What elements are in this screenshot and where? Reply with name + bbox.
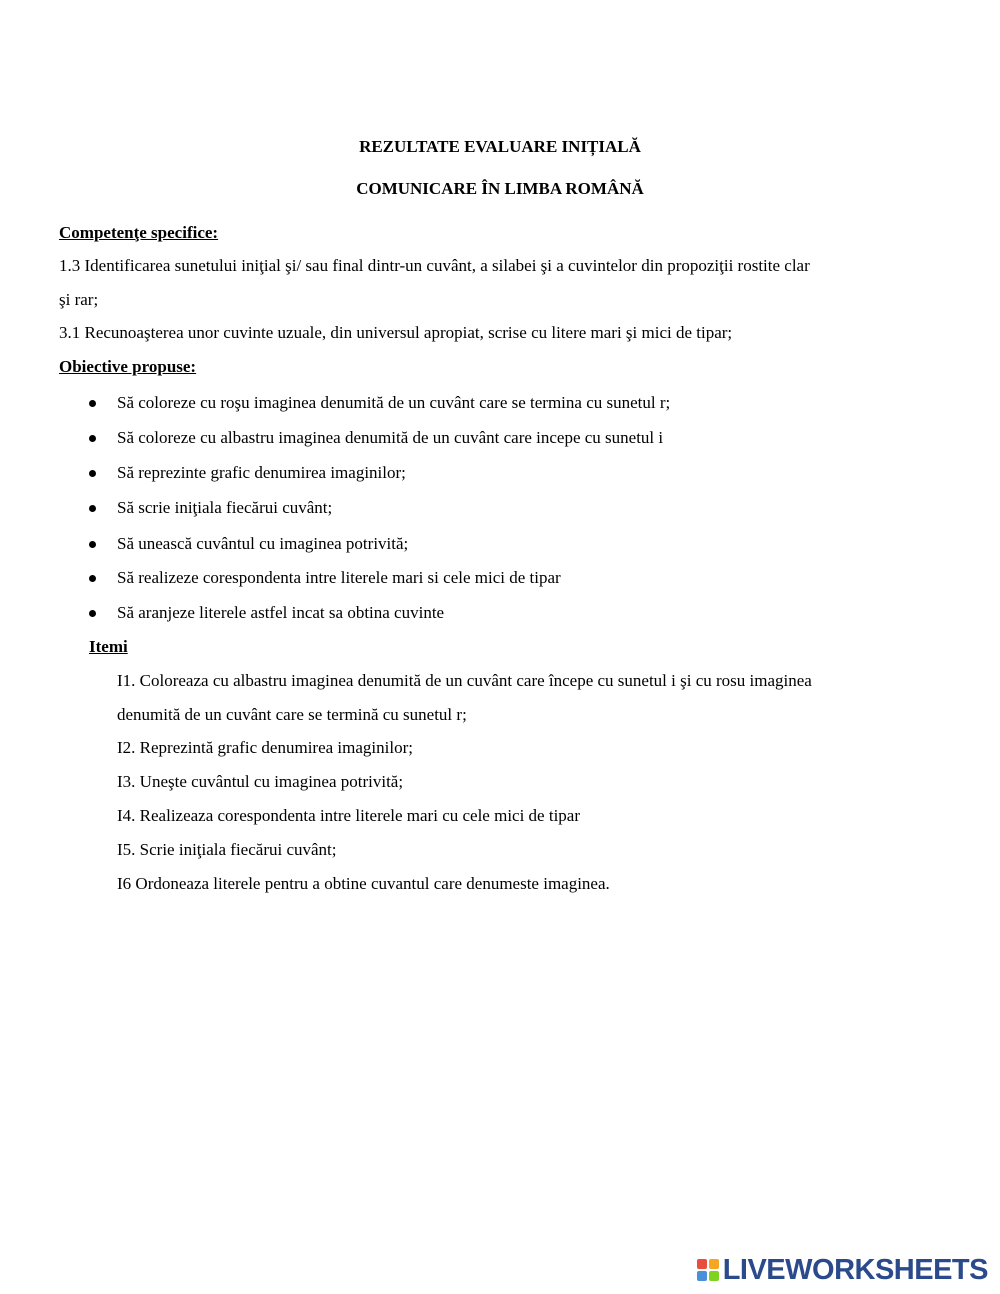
obiectiv-text: Să reprezinte grafic denumirea imaginilor; <box>117 463 406 482</box>
item-1-line-2: denumită de un cuvânt care se termină cu sunetul r; <box>117 705 467 724</box>
competente-heading: Competenţe specifice: <box>59 223 219 242</box>
list-item <box>0 463 1000 483</box>
list-item <box>0 498 1000 518</box>
bullet-icon <box>89 435 96 442</box>
liveworksheets-logo-icon <box>697 1259 719 1281</box>
bullet-icon <box>89 400 96 407</box>
list-item <box>0 568 1000 588</box>
liveworksheets-logo-text: LIVEWORKSHEETS <box>722 1254 988 1286</box>
item-1-line-1: I1. Coloreaza cu albastru imaginea denumită de un cuvânt care începe cu sunetul i şi cu rosu imaginea <box>117 671 812 690</box>
obiectiv-text: Să scrie iniţiala fiecărui cuvânt; <box>117 498 333 517</box>
competenta-1-line-2: şi rar; <box>59 290 99 309</box>
item-3: I3. Uneşte cuvântul cu imaginea potrivită; <box>117 772 404 791</box>
document-title: REZULTATE EVALUARE INIȚIALĂ <box>359 137 641 156</box>
list-item <box>0 428 1000 448</box>
liveworksheets-logo <box>697 1256 988 1284</box>
competenta-2: 3.1 Recunoaşterea unor cuvinte uzuale, din universul apropiat, scrise cu litere mari şi mici de tipar; <box>59 323 733 342</box>
bullet-icon <box>89 541 96 548</box>
item-2: I2. Reprezintă grafic denumirea imaginilor; <box>117 738 413 757</box>
itemi-heading: Itemi <box>89 637 128 656</box>
item-4: I4. Realizeaza corespondenta intre literele mari cu cele mici de tipar <box>117 806 581 825</box>
bullet-icon <box>89 575 96 582</box>
obiectiv-text: Să realizeze corespondenta intre literele mari si cele mici de tipar <box>117 568 561 587</box>
bullet-icon <box>89 505 96 512</box>
competenta-1-line-1: 1.3 Identificarea sunetului iniţial şi/ sau final dintr-un cuvânt, a silabei şi a cuvintelor din propoziţii rostite clar <box>59 256 810 275</box>
list-item <box>0 534 1000 554</box>
list-item <box>0 393 1000 413</box>
obiectiv-text: Să unească cuvântul cu imaginea potrivită; <box>117 534 409 553</box>
bullet-icon <box>89 470 96 477</box>
obiectiv-text: Să aranjeze literele astfel incat sa obtina cuvinte <box>117 603 445 622</box>
list-item <box>0 603 1000 623</box>
obiective-heading: Obiective propuse: <box>59 357 197 376</box>
item-6: I6 Ordoneaza literele pentru a obtine cuvantul care denumeste imaginea. <box>117 874 610 893</box>
bullet-icon <box>89 610 96 617</box>
obiectiv-text: Să coloreze cu albastru imaginea denumită de un cuvânt care incepe cu sunetul i <box>117 428 664 447</box>
document-subtitle: COMUNICARE ÎN LIMBA ROMÂNĂ <box>356 179 644 198</box>
obiectiv-text: Să coloreze cu roşu imaginea denumită de un cuvânt care se termina cu sunetul r; <box>117 393 671 412</box>
item-5: I5. Scrie iniţiala fiecărui cuvânt; <box>117 840 337 859</box>
